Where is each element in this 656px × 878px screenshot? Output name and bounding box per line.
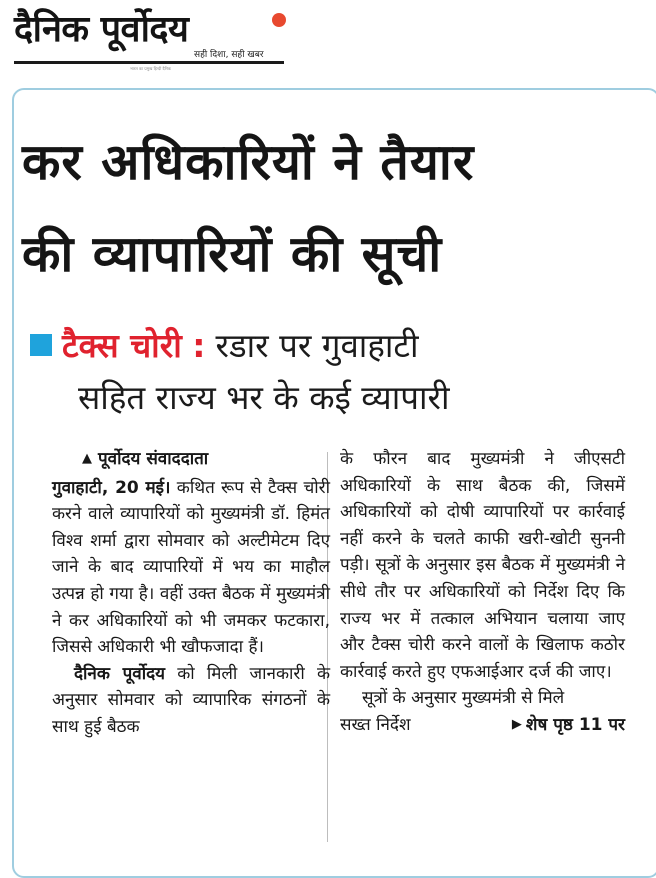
newspaper-name: दैनिक पूर्वोदय	[74, 663, 166, 684]
masthead	[14, 6, 296, 70]
continued-text: शेष पृष्ठ 11 पर	[525, 714, 625, 735]
article-column-1	[52, 446, 330, 741]
triangle-right-icon: ▶	[511, 716, 522, 732]
headline-line-1: कर अधिकारियों ने तैयार	[22, 133, 475, 191]
subheadline-tag: टैक्स चोरी	[62, 326, 182, 365]
byline-text: पूर्वोदय संवाददाता	[98, 449, 209, 469]
subheadline-colon: :	[192, 326, 206, 365]
subheadline-rest: रडार पर गुवाहाटी	[215, 326, 419, 365]
headline-line-2: की व्यापारियों की सूची	[22, 225, 443, 283]
masthead-subline: भारत का प्रमुख हिन्दी दैनिक	[130, 66, 171, 71]
masthead-dot-icon	[272, 13, 286, 27]
subheadline	[30, 320, 630, 424]
paragraph-4-end: सख्त निर्देश	[340, 714, 411, 735]
article-column-2	[340, 446, 625, 741]
masthead-title: दैनिक पूर्वोदय	[14, 9, 189, 50]
dateline: गुवाहाटी, 20 मई।	[52, 477, 171, 498]
masthead-rule	[14, 61, 284, 64]
triangle-up-icon: ▲	[82, 451, 92, 466]
paragraph-1	[52, 475, 330, 661]
continuation-line	[340, 712, 625, 741]
continued-reference[interactable]	[512, 712, 625, 741]
bullet-square-icon	[30, 334, 52, 356]
subheadline-line-1	[30, 320, 630, 372]
paragraph-3: के फौरन बाद मुख्यमंत्री ने जीएसटी अधिकारियों के साथ बैठक की, जिसमें अधिकारियों को दोषी व्यापारियों पर कार्रवाई नहीं करने के चलते काफी खरी-खोटी सुननी पड़ी। सूत्रों के अनुसार इस बैठक में मुख्यमंत्री ने सीधे तौर पर अधिकारियों को निर्देश दिए कि राज्य भर में तत्काल अभियान चलाया जाए और टैक्स चोरी करने वालों के खिलाफ कठोर कार्रवाई करते हुए एफआईआर दर्ज की जाए।	[340, 449, 625, 682]
masthead-tagline: सही दिशा, सही खबर	[194, 50, 264, 60]
paragraph-1-text: कथित रूप से टैक्स चोरी करने वाले व्यापारियों को मुख्यमंत्री डॉ. हिमंत विश्व शर्मा द्वारा सोमवार को अल्टीमेटम दिए जाने के बाद व्यापारियों में भय का माहौल उत्पन्न हो गया है। वहीं उक्त बैठक में मुख्यमंत्री ने कर अधिकारियों को भी जमकर फटकारा, जिससे अधिकारी भी खौफजादा हैं।	[52, 477, 330, 658]
paragraph-2-text: को मिली जानकारी के अनुसार सोमवार को व्यापारिक संगठनों के साथ हुई बैठक	[52, 663, 331, 737]
byline	[52, 446, 330, 475]
headline	[22, 116, 637, 300]
paragraph-2	[52, 661, 330, 741]
subheadline-line-2: सहित राज्य भर के कई व्यापारी	[78, 378, 450, 417]
paragraph-4: सूत्रों के अनुसार मुख्यमंत्री से मिले	[362, 688, 565, 709]
